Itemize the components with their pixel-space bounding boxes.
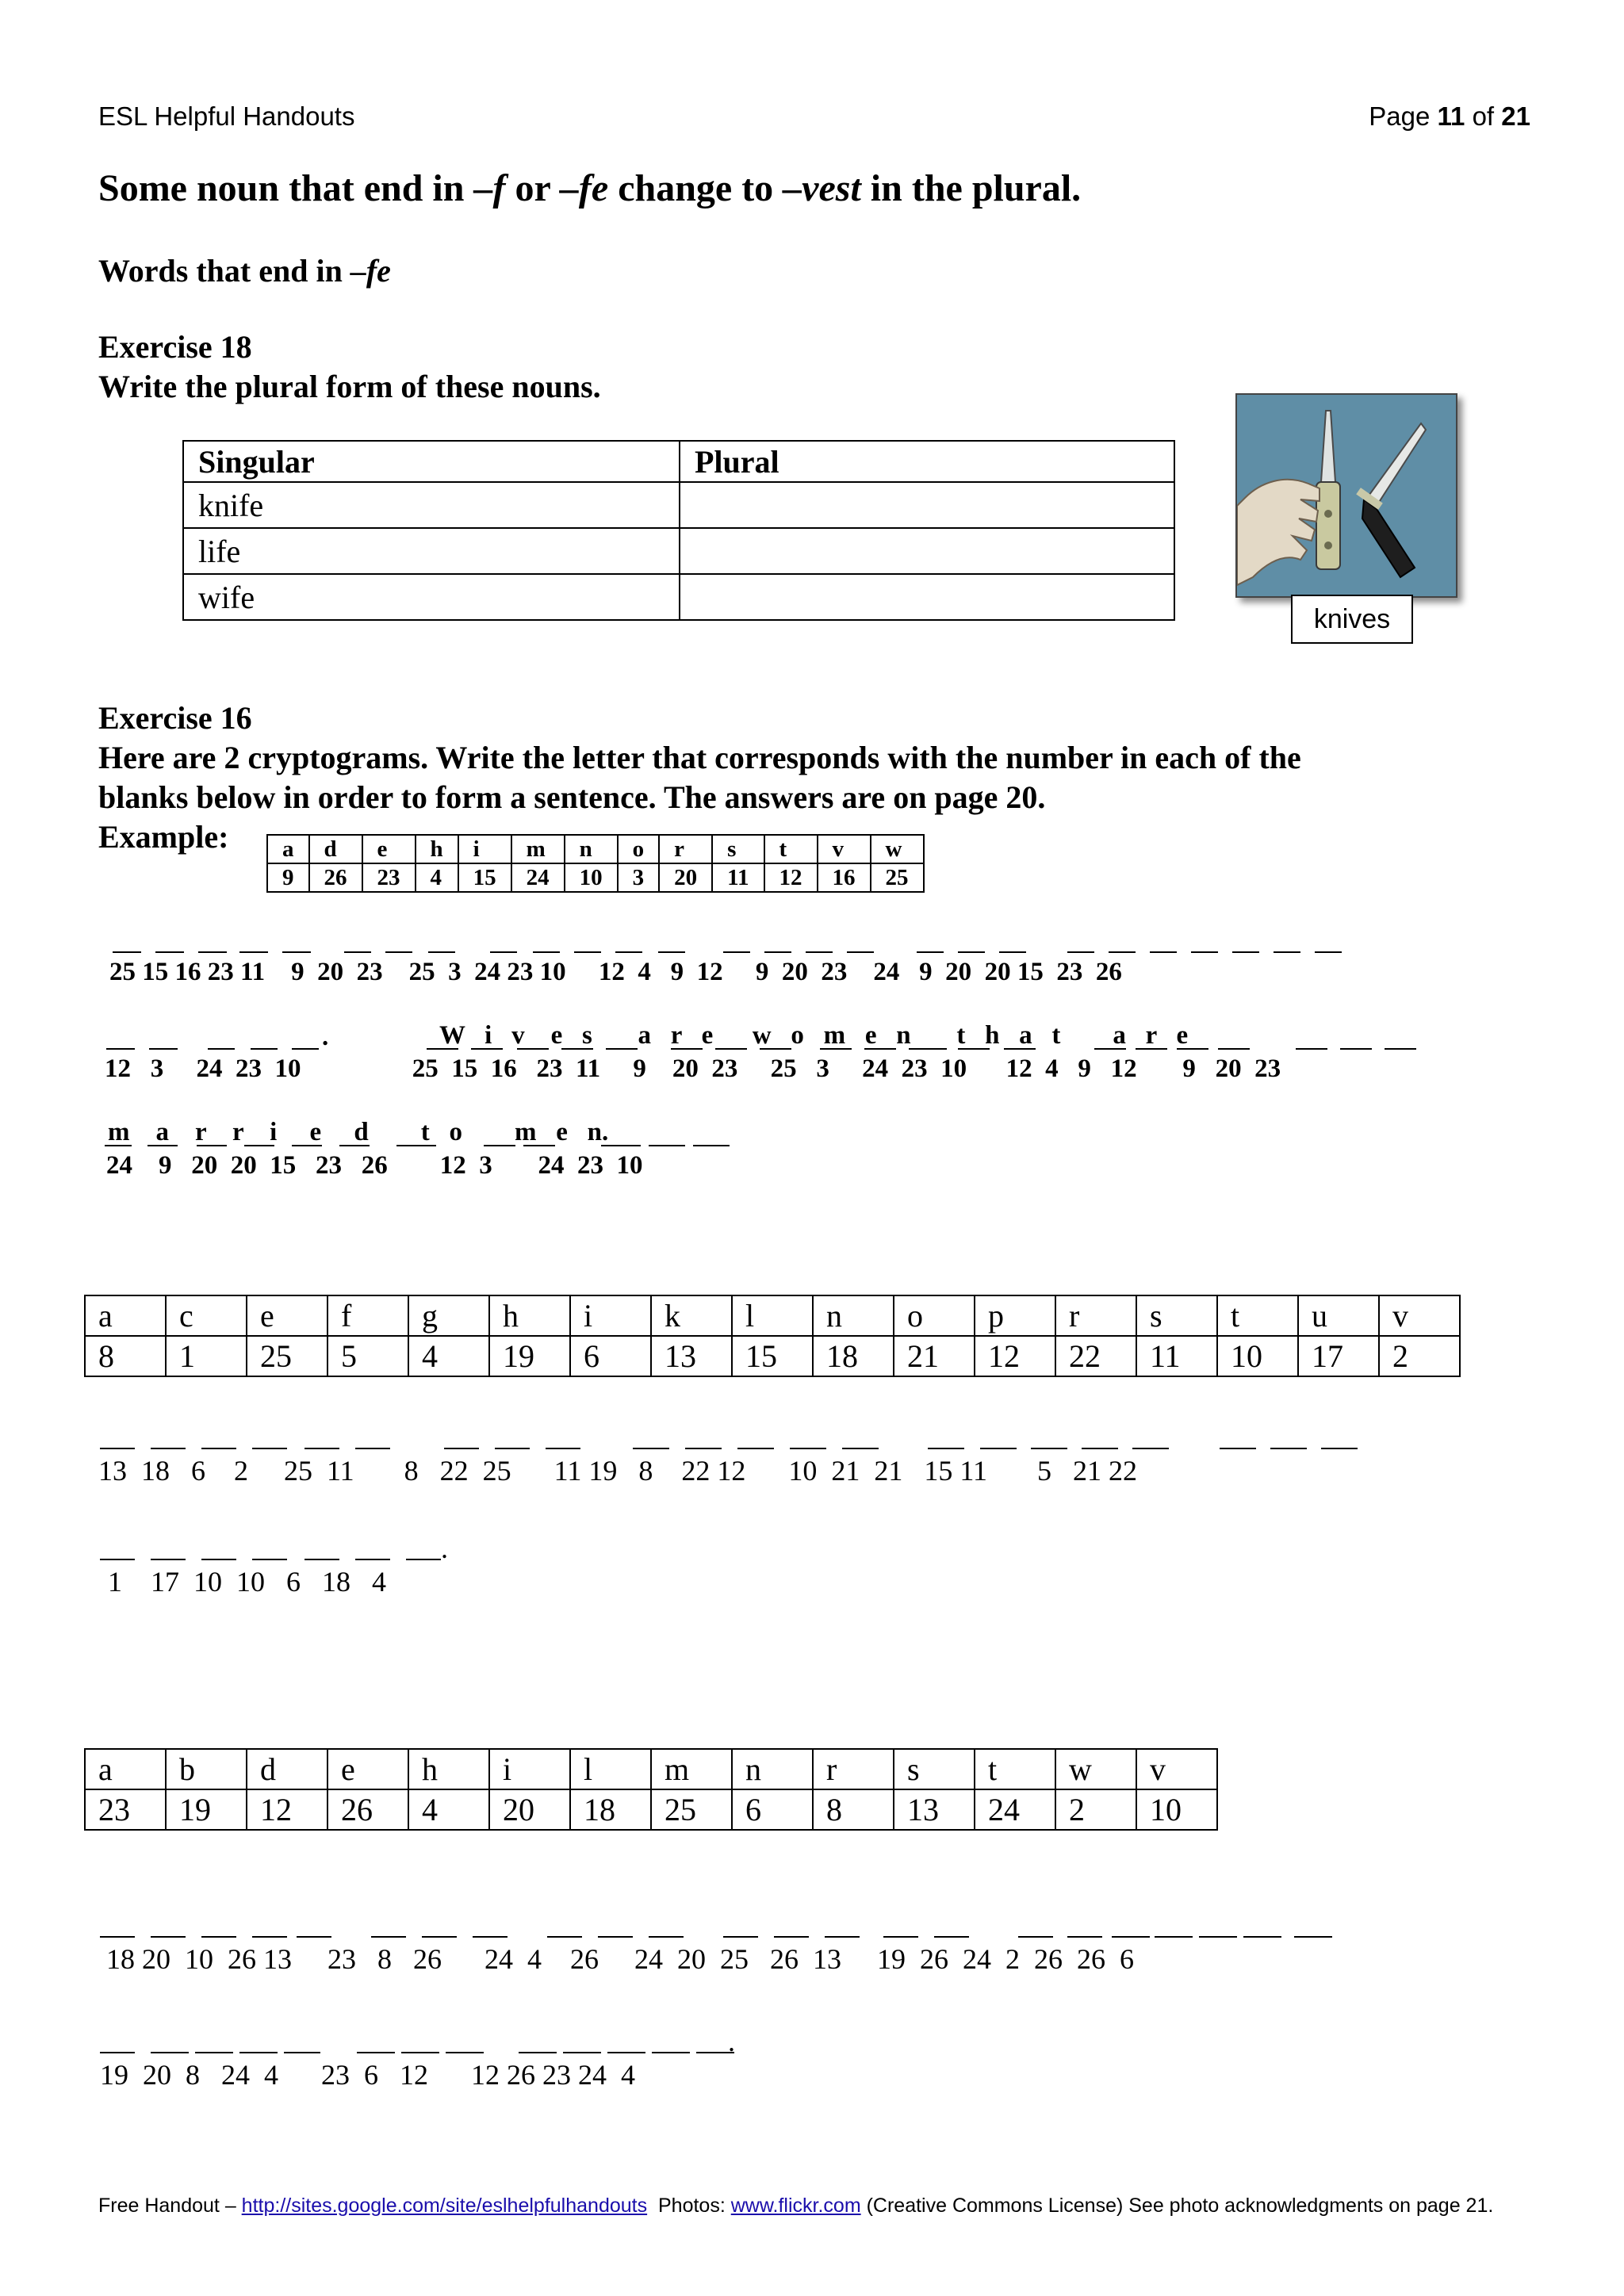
key-number: 12 xyxy=(975,1336,1055,1376)
example-numbers-line-3: 24 9 20 20 15 23 26 12 3 24 23 10 xyxy=(106,1151,643,1180)
knives-photo xyxy=(1235,393,1457,598)
key-letter: w xyxy=(1055,1749,1136,1789)
exercise-16-instruction-1: Here are 2 cryptograms. Write the letter that corresponds with the number in each of the xyxy=(98,740,1301,775)
plural-answer-cell xyxy=(680,574,1174,620)
key-number: 15 xyxy=(458,863,511,892)
exercise-16-instruction-2: blanks below in order to form a sentence. The answers are on page 20. xyxy=(98,779,1046,815)
singular-cell: wife xyxy=(183,574,680,620)
key-letter: a xyxy=(85,1749,166,1789)
header-title: ESL Helpful Handouts xyxy=(98,101,355,131)
key-number: 10 xyxy=(1136,1789,1217,1830)
key-number: 4 xyxy=(408,1336,489,1376)
key-number: 22 xyxy=(1055,1336,1136,1376)
header-singular: Singular xyxy=(183,441,680,482)
key-number: 26 xyxy=(327,1789,408,1830)
key-letter: e xyxy=(327,1749,408,1789)
key-number: 25 xyxy=(247,1336,327,1376)
key-letter: a xyxy=(85,1295,166,1336)
period: . xyxy=(441,1533,448,1564)
key-letter: t xyxy=(975,1749,1055,1789)
key-number: 5 xyxy=(327,1336,408,1376)
key-letter: l xyxy=(570,1749,651,1789)
puzzle-2-numbers-line-1: 18 20 10 26 13 23 8 26 24 4 26 24 20 25 26 13 19 26 24 2 26 26 6 xyxy=(106,1943,1134,1975)
example-answer-line-3: m a r r i e d t o m e n. xyxy=(108,1118,609,1146)
puzzle-2-numbers-line-2: 19 20 8 24 4 23 6 12 12 26 23 24 4 xyxy=(100,2059,635,2091)
key-letter: i xyxy=(489,1749,570,1789)
key-letter: p xyxy=(975,1295,1055,1336)
puzzle-1-key-table xyxy=(84,1295,1461,1377)
example-answer-line-2: W i v e s a r e w o m e n t h a t a r e xyxy=(439,1021,1189,1050)
footer: Free Handout – http://sites.google.com/site/eslhelpfulhandouts Photos: www.flickr.com (Creative Commons License) See photo acknowledgments on page 21. xyxy=(98,2195,1494,2217)
key-letter: l xyxy=(732,1295,813,1336)
key-letter: r xyxy=(1055,1295,1136,1336)
key-letter: e xyxy=(362,835,416,863)
key-number: 3 xyxy=(618,863,660,892)
key-number: 2 xyxy=(1055,1789,1136,1830)
key-number: 25 xyxy=(871,863,924,892)
puzzle-1-numbers-line-1: 13 18 6 2 25 11 8 22 25 11 19 8 22 12 10 21 21 15 11 5 21 22 xyxy=(98,1455,1137,1487)
key-letter: i xyxy=(570,1295,651,1336)
key-number: 16 xyxy=(818,863,871,892)
key-number-row xyxy=(85,1336,1460,1376)
key-letter: h xyxy=(408,1749,489,1789)
key-letter: v xyxy=(1136,1749,1217,1789)
page-title: Some noun that end in –f or –fe change to –vest in the plural. xyxy=(98,167,1082,209)
key-number: 23 xyxy=(85,1789,166,1830)
key-number: 8 xyxy=(813,1789,894,1830)
key-letter: w xyxy=(871,835,924,863)
key-letter: d xyxy=(247,1749,327,1789)
photo-caption: knives xyxy=(1291,595,1413,644)
key-number: 12 xyxy=(764,863,818,892)
key-letter: r xyxy=(659,835,712,863)
key-number: 8 xyxy=(85,1336,166,1376)
table-row xyxy=(183,482,1174,528)
key-letter: c xyxy=(166,1295,247,1336)
key-number: 10 xyxy=(565,863,618,892)
key-number: 11 xyxy=(712,863,764,892)
key-number: 1 xyxy=(166,1336,247,1376)
plural-answer-cell xyxy=(680,528,1174,574)
key-number: 23 xyxy=(362,863,416,892)
singular-cell: life xyxy=(183,528,680,574)
key-letter: r xyxy=(813,1749,894,1789)
key-letter: b xyxy=(166,1749,247,1789)
key-number: 25 xyxy=(651,1789,732,1830)
key-number: 26 xyxy=(309,863,362,892)
key-letter: m xyxy=(511,835,565,863)
key-number: 24 xyxy=(975,1789,1055,1830)
header-plural: Plural xyxy=(680,441,1174,482)
key-number: 11 xyxy=(1136,1336,1217,1376)
table-row xyxy=(183,574,1174,620)
key-number: 9 xyxy=(267,863,309,892)
key-letter: e xyxy=(247,1295,327,1336)
key-letter: f xyxy=(327,1295,408,1336)
key-number: 19 xyxy=(166,1789,247,1830)
key-letter: h xyxy=(489,1295,570,1336)
key-letter: u xyxy=(1298,1295,1379,1336)
key-number: 18 xyxy=(813,1336,894,1376)
key-number: 2 xyxy=(1379,1336,1460,1376)
key-letter: t xyxy=(1217,1295,1298,1336)
key-number-row xyxy=(85,1789,1217,1830)
key-letter: a xyxy=(267,835,309,863)
key-number: 20 xyxy=(489,1789,570,1830)
period: . xyxy=(728,2026,735,2057)
key-letter: d xyxy=(309,835,362,863)
puzzle-2-key-table xyxy=(84,1748,1218,1831)
section-subtitle: Words that end in –fe xyxy=(98,253,391,289)
key-number: 6 xyxy=(570,1336,651,1376)
key-number-row xyxy=(267,863,924,892)
key-letter: s xyxy=(1136,1295,1217,1336)
example-numbers-line-1: 25 15 16 23 11 9 20 23 25 3 24 23 10 12 4 9 12 9 20 23 24 9 20 20 15 23 26 xyxy=(109,958,1122,986)
key-letter: v xyxy=(1379,1295,1460,1336)
key-letter: o xyxy=(618,835,660,863)
page-total: 21 xyxy=(1501,101,1530,131)
key-letter: k xyxy=(651,1295,732,1336)
key-number: 12 xyxy=(247,1789,327,1830)
key-letter: h xyxy=(416,835,458,863)
handouts-link[interactable]: http://sites.google.com/site/eslhelpfulhandouts xyxy=(241,2195,648,2217)
key-number: 4 xyxy=(408,1789,489,1830)
singular-cell: knife xyxy=(183,482,680,528)
flickr-link[interactable]: www.flickr.com xyxy=(730,2195,861,2217)
table-header-row xyxy=(183,441,1174,482)
key-letter: s xyxy=(894,1749,975,1789)
noun-table xyxy=(182,440,1175,621)
exercise-16-title: Exercise 16 xyxy=(98,700,252,736)
key-letter: n xyxy=(565,835,618,863)
key-number: 15 xyxy=(732,1336,813,1376)
key-letter: s xyxy=(712,835,764,863)
table-row xyxy=(183,528,1174,574)
page-number: Page 11 of 21 xyxy=(1369,101,1530,131)
key-letter: o xyxy=(894,1295,975,1336)
key-number: 4 xyxy=(416,863,458,892)
key-number: 13 xyxy=(894,1789,975,1830)
knives-illustration xyxy=(1237,395,1456,596)
key-number: 10 xyxy=(1217,1336,1298,1376)
key-letter: n xyxy=(732,1749,813,1789)
plural-answer-cell xyxy=(680,482,1174,528)
key-number: 13 xyxy=(651,1336,732,1376)
key-number: 6 xyxy=(732,1789,813,1830)
example-key-table xyxy=(266,834,925,893)
key-number: 24 xyxy=(511,863,565,892)
key-number: 21 xyxy=(894,1336,975,1376)
key-letter: g xyxy=(408,1295,489,1336)
key-letter-row xyxy=(267,835,924,863)
key-number: 18 xyxy=(570,1789,651,1830)
example-label: Example: xyxy=(98,819,229,855)
example-numbers-line-2: 12 3 24 23 10 25 15 16 23 11 9 20 23 25 3 24 23 10 12 4 9 12 9 20 23 xyxy=(105,1054,1281,1083)
key-letter: t xyxy=(764,835,818,863)
exercise-18-instruction: Write the plural form of these nouns. xyxy=(98,369,601,404)
exercise-18-title: Exercise 18 xyxy=(98,329,252,365)
key-letter: v xyxy=(818,835,871,863)
key-number: 17 xyxy=(1298,1336,1379,1376)
key-number: 19 xyxy=(489,1336,570,1376)
key-letter-row xyxy=(85,1749,1217,1789)
key-number: 20 xyxy=(659,863,712,892)
puzzle-1-numbers-line-2: 1 17 10 10 6 18 4 xyxy=(108,1566,386,1598)
key-letter: m xyxy=(651,1749,732,1789)
page-current: 11 xyxy=(1437,101,1465,131)
key-letter: i xyxy=(458,835,511,863)
key-letter-row xyxy=(85,1295,1460,1336)
period: . xyxy=(322,1023,329,1051)
key-letter: n xyxy=(813,1295,894,1336)
